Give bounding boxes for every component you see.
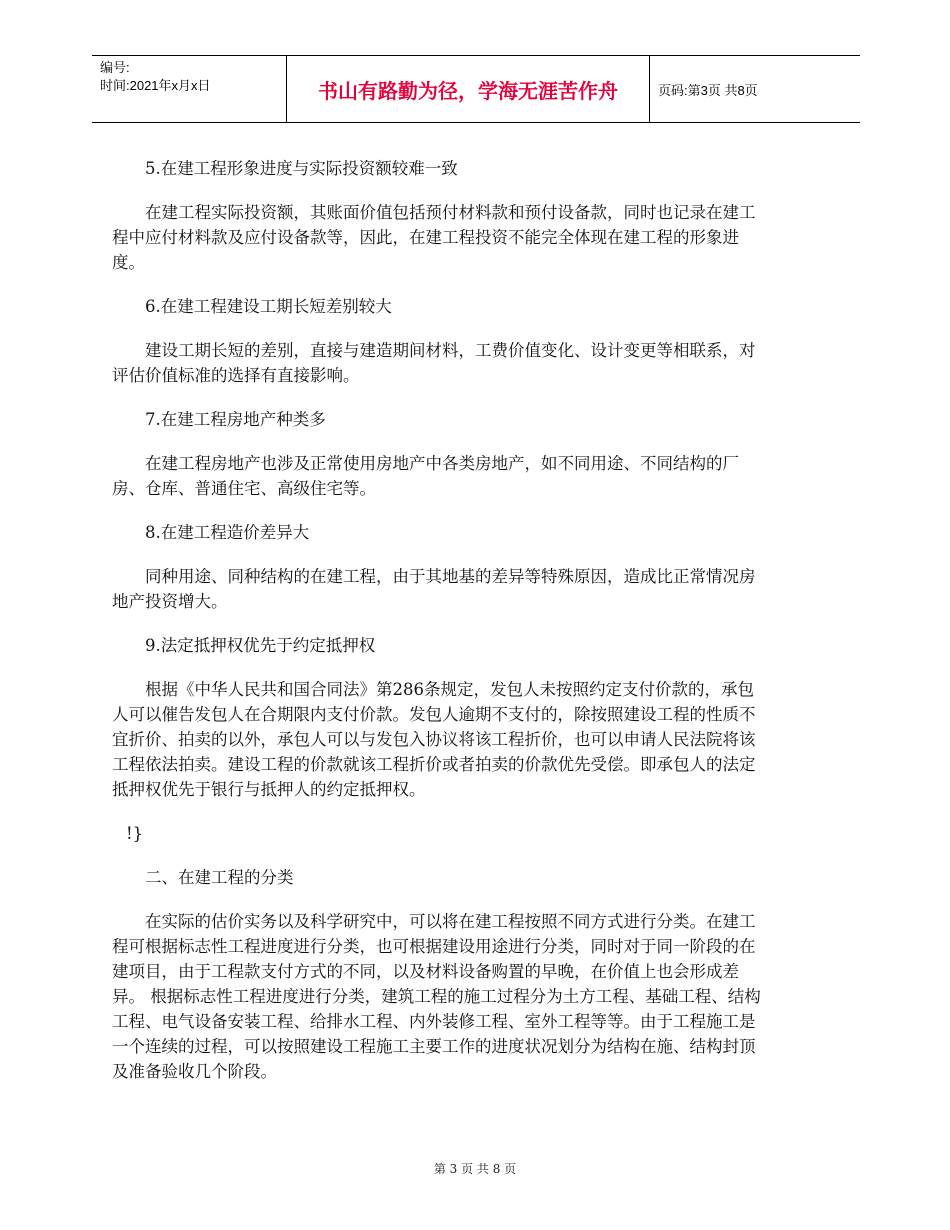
header-meta [100,59,286,95]
document-body [112,156,766,1103]
section-heading-6: 6.在建工程建设工期长短差别较大 [145,297,392,316]
paragraph: 根据《中华人民共和国合同法》第286条规定，发包人未按照约定支付价款的，承包人可以催告发包人在合期限内支付价款。发包人逾期不支付的，除按照建设工程的性质不宜折价、拍卖的以外，承包人可以与发包入协议将该工程折价，也可以申请人民法院将该工程依法拍卖。建设工程的价款就该工程折价或者拍卖的价款优先受偿。即承包人的法定抵押权优先于银行与抵押人的约定抵押权。 [112,680,756,799]
section-heading-9: 9.法定抵押权优先于约定抵押权 [145,636,376,655]
header-motto: 书山有路勤为径，学海无涯苦作舟 [286,56,650,122]
doc-time-label: 时间:2021年x月x日 [100,78,211,93]
doc-number-label: 编号: [100,60,130,75]
page-footer: 第 3 页 共 8 页 [433,1162,517,1176]
section-heading-classification: 二、在建工程的分类 [145,868,294,887]
section-heading-7: 7.在建工程房地产种类多 [145,410,326,429]
paragraph: 同种用途、同种结构的在建工程，由于其地基的差异等特殊原因，造成比正常情况房地产投资增大。 [112,567,756,611]
paragraph: 在建工程实际投资额，其账面价值包括预付材料款和预付设备款，同时也记录在建工程中应付材料款及应付设备款等，因此，在建工程投资不能完全体现在建工程的形象进度。 [112,203,756,272]
paragraph: 在建工程房地产也涉及正常使用房地产中各类房地产，如不同用途、不同结构的厂房、仓库、普通住宅、高级住宅等。 [112,454,739,498]
stray-mark: !} [126,824,144,843]
header-page-info: 页码:第3页 共8页 [658,82,758,98]
section-heading-5: 5.在建工程形象进度与实际投资额较难一致 [145,159,458,178]
section-heading-8: 8.在建工程造价差异大 [145,523,310,542]
page-header [92,55,860,123]
paragraph: 在实际的估价实务以及科学研究中，可以将在建工程按照不同方式进行分类。在建工程可根据标志性工程进度进行分类，也可根据建设用途进行分类，同时对于同一阶段的在建项目，由于工程款支付方式的不同，以及材料设备购置的早晚，在价值上也会形成差异。 根据标志性工程进度进行分类，建筑工程的施工过程分为土方工程、基础工程、结构工程、电气设备安装工程、给排水工程、内外装修工程、室外工程等等。由于工程施工是一个连续的过程，可以按照建设工程施工主要工作的进度状况划分为结构在施、结构封顶及准备验收几个阶段。 [112,912,761,1081]
paragraph: 建设工期长短的差别，直接与建造期间材料，工费价值变化、设计变更等相联系，对评估价值标准的选择有直接影响。 [112,341,756,385]
